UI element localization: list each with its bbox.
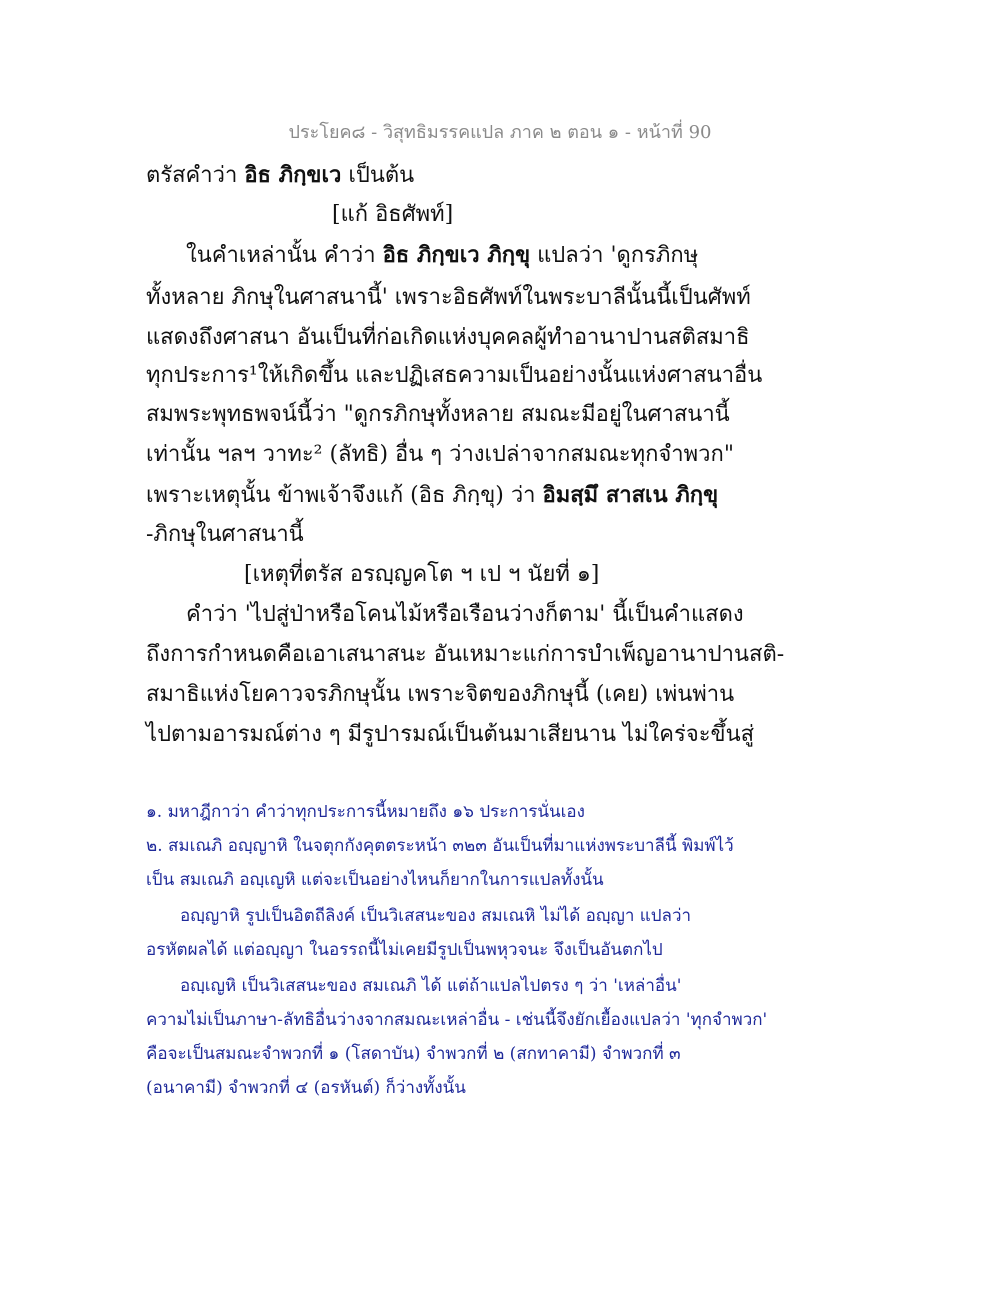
body-line-7: สมพระพุทธพจน์นี้ว่า "ดูกรภิกษุทั้งหลาย สมณะมีอยู่ในศาสนานี้ [146, 402, 730, 427]
section-heading-1: [แก้ อิธศัพท์] [332, 202, 454, 227]
text-segment: แปลว่า 'ดูกรภิกษุ [530, 243, 699, 268]
footnote-2-para-3-cont-3: (อนาคามี) จำพวกที่ ๔ (อรหันต์) ก็ว่างทั้งนั้น [146, 1078, 466, 1098]
body-line-12: คำว่า 'ไปสู่ป่าหรือโคนไม้หรือเรือนว่างก็ตาม' นี้เป็นคำแสดง [186, 602, 744, 627]
pali-term: อิธ ภิกฺขเว ภิกฺขุ [382, 242, 531, 268]
footnote-2-para-3-cont: ความไม่เป็นภาษา-ลัทธิอื่นว่างจากสมณะเหล่าอื่น - เช่นนี้จึงยักเยื้องแปลว่า 'ทุกจำพวก' [146, 1010, 768, 1030]
body-line-1 [146, 160, 414, 191]
text-segment: ตรัสคำว่า [146, 163, 245, 188]
text-segment: เพราะเหตุนั้น ข้าพเจ้าจึงแก้ (อิธ ภิกฺขุ) ว่า [146, 483, 543, 508]
body-line-8: เท่านั้น ฯลฯ วาทะ² (ลัทธิ) อื่น ๆ ว่างเปล่าจากสมณะทุกจำพวก" [146, 442, 734, 467]
footnote-2-para-3: อญฺเญหิ เป็นวิเสสนะของ สมเณภิ ได้ แต่ถ้าแปลไปตรง ๆ ว่า 'เหล่าอื่น' [180, 976, 682, 996]
text-segment: ในคำเหล่านั้น คำว่า [186, 243, 383, 268]
text-segment: เป็นต้น [341, 163, 415, 188]
body-line-13: ถึงการกำหนดคือเอาเสนาสนะ อันเหมาะแก่การบำเพ็ญอานาปานสติ- [146, 642, 785, 667]
footnote-2-para-3-cont-2: คือจะเป็นสมณะจำพวกที่ ๑ (โสดาบัน) จำพวกที่ ๒ (สกทาคามี) จำพวกที่ ๓ [146, 1044, 681, 1064]
body-line-4: ทั้งหลาย ภิกษุในศาสนานี้' เพราะอิธศัพท์ในพระบาลีนั้นนี้เป็นศัพท์ [146, 285, 751, 310]
body-line-10: -ภิกษุในศาสนานี้ [146, 522, 304, 547]
page-header: ประโยค๘ - วิสุทธิมรรคแปล ภาค ๒ ตอน ๑ - หน้าที่ 90 [288, 122, 712, 143]
body-line-15: ไปตามอารมณ์ต่าง ๆ มีรูปารมณ์เป็นต้นมาเสียนาน ไม่ใคร่จะขึ้นสู่ [146, 722, 755, 747]
section-heading-2: [เหตุที่ตรัส อรญฺญคโต ฯ เป ฯ นัยที่ ๑] [244, 562, 600, 587]
footnote-1: ๑. มหาฎีกาว่า คำว่าทุกประการนี้หมายถึง ๑๖ ประการนั่นเอง [146, 802, 585, 822]
pali-term: อิมสฺมึ สาสเน ภิกฺขุ [542, 482, 719, 508]
pali-term: อิธ ภิกฺขเว [244, 162, 342, 188]
body-line-6: ทุกประการ¹ให้เกิดขึ้น และปฏิเสธความเป็นอย่างนั้นแห่งศาสนาอื่น [146, 363, 763, 388]
footnote-2: ๒. สมเณภิ อญฺญาหิ ในจตุกกังคุตตระหน้า ๓๒๓ อันเป็นที่มาแห่งพระบาลีนี้ พิมพ์ไว้ [146, 836, 734, 856]
body-line-14: สมาธิแห่งโยคาวจรภิกษุนั้น เพราะจิตของภิกษุนี้ (เคย) เพ่นพ่าน [146, 682, 735, 707]
footnote-2-para-2-cont: อรหัตผลได้ แต่อญฺญา ในอรรถนี้ไม่เคยมีรูปเป็นพหุวจนะ จึงเป็นอันตกไป [146, 940, 663, 960]
body-line-9 [146, 480, 718, 511]
footnote-2-para-2: อญฺญาหิ รูปเป็นอิตถีลิงค์ เป็นวิเสสนะของ สมเณหิ ไม่ได้ อญฺญา แปลว่า [180, 906, 692, 926]
body-line-5: แสดงถึงศาสนา อันเป็นที่ก่อเกิดแห่งบุคคลผู้ทำอานาปานสติสมาธิ [146, 325, 750, 350]
footnote-2-cont: เป็น สมเณภิ อญฺเญหิ แต่จะเป็นอย่างไหนก็ยากในการแปลทั้งนั้น [146, 870, 604, 890]
body-line-3 [186, 240, 698, 271]
